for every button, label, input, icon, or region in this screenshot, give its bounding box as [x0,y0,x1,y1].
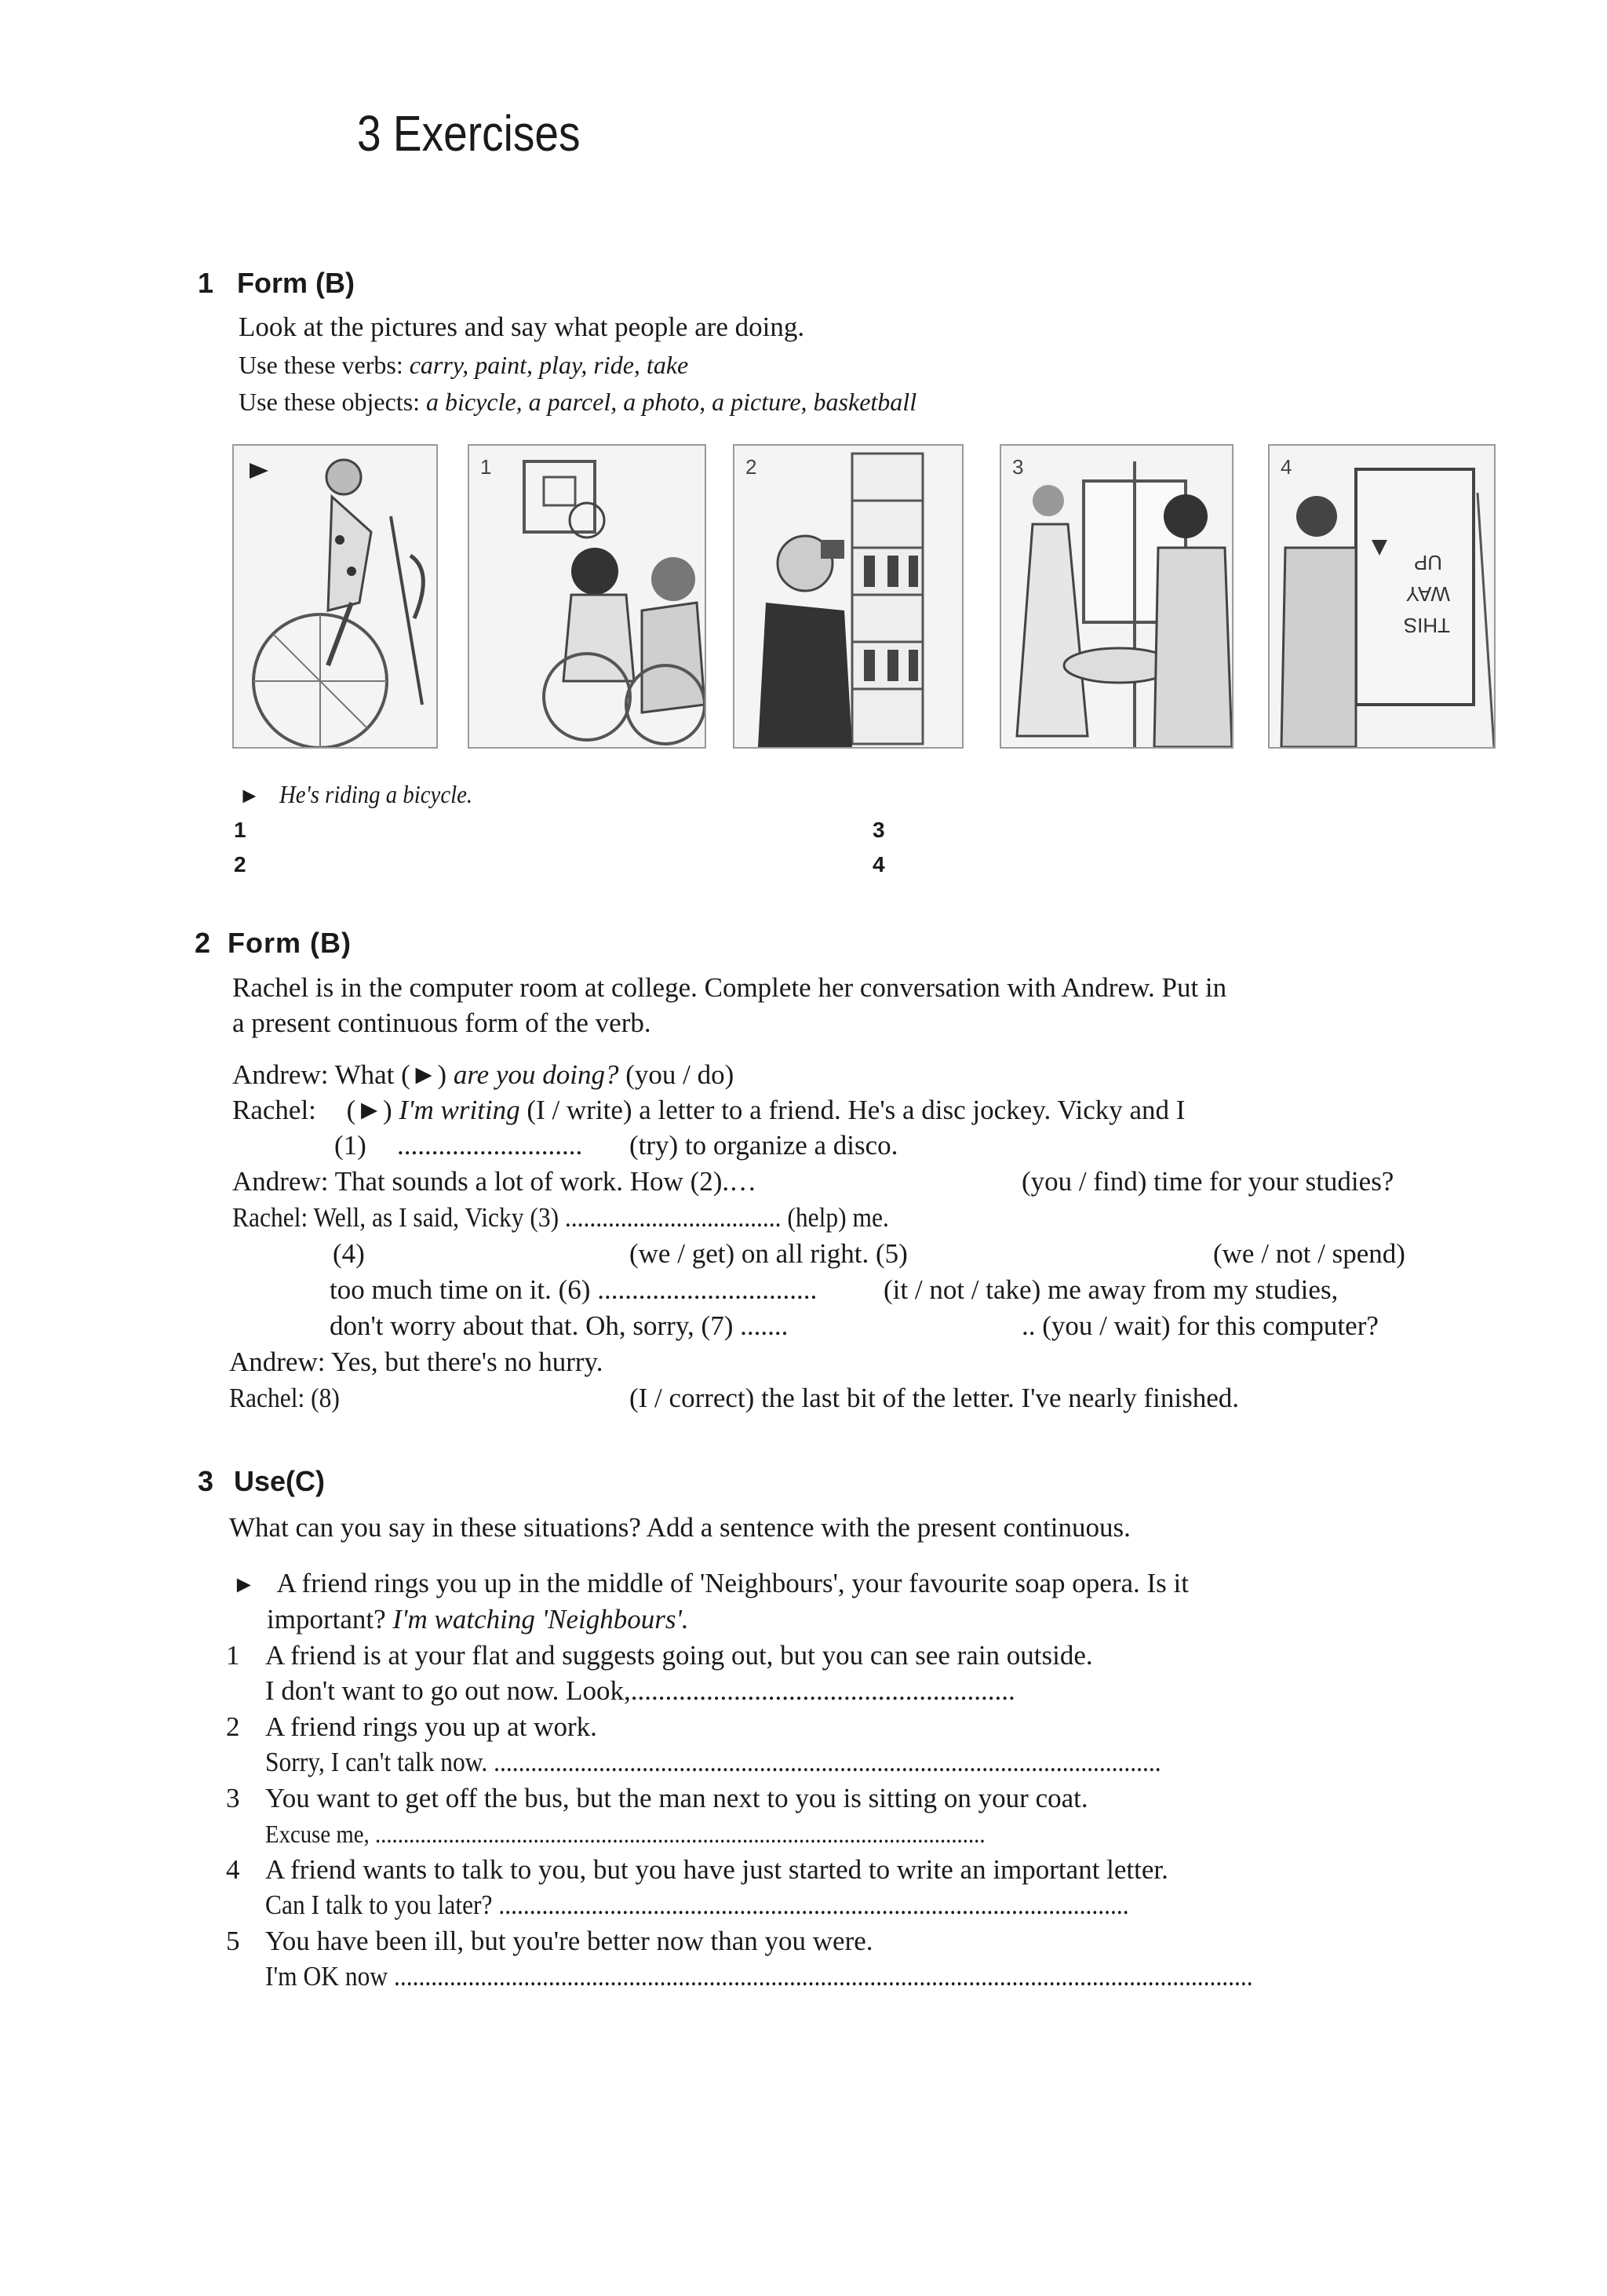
exercise-1-number: 1 [198,267,214,299]
item-5-number: 5 [226,1926,240,1956]
example-situation: important? [267,1604,393,1635]
dialogue-blank-4-label: (4) [333,1238,365,1269]
item-3-situation: You want to get off the bus, but the man next to you is sitting on your coat. [265,1783,1088,1813]
item-4-answer-line[interactable] [265,1888,1225,1922]
answer-text: Sorry, I can't talk now. ............................................................................................................ [265,1747,1161,1777]
example-arrow-icon: ► [232,1572,256,1598]
svg-text:1: 1 [480,455,492,479]
item-2-answer-line[interactable] [265,1745,1261,1780]
dialogue-text: What (►) [334,1059,454,1090]
verb-prompt-7: .. (you / wait) for this computer? [1022,1310,1379,1341]
dialogue-text: (►) [346,1095,399,1125]
picture-1-basketball [468,444,706,749]
svg-text:3: 3 [1012,455,1024,479]
picture-2-photo [733,444,964,749]
exercise-3-heading: Use(C) [234,1465,326,1497]
item-1-number: 1 [226,1640,240,1671]
verb-prompt-6: (it / not / take) me away from my studies, [884,1274,1339,1305]
item-5-answer-line[interactable] [265,1959,1363,1994]
dialogue-text: (I / write) a letter to a friend. He's a disc jockey. Vicky and I [519,1095,1186,1125]
answer-number-3: 3 [873,818,885,842]
answer-text: Excuse me, ............................................................................................................ [265,1820,986,1848]
exercise-1-instruction: Look at the pictures and say what people are doing. [239,312,805,342]
verb-prompt-4: (we / get) on all right. (5) [629,1238,908,1269]
answer-text: Can I talk to you later? ...................................................................................................... [265,1890,1129,1920]
dialogue-line-4: Andrew: That sounds a lot of work. How (2).… [232,1166,757,1197]
exercise-1-heading: Form (B) [237,267,355,299]
item-2-number: 2 [226,1711,240,1742]
dialogue-line-9: Andrew: Yes, but there's no hurry. [229,1347,603,1377]
picture-3-painting [1000,444,1233,749]
verb-prompt-2: (you / find) time for your studies? [1022,1166,1394,1197]
exercise-2-number: 2 [195,927,211,959]
item-3-number: 3 [226,1783,240,1813]
answer-number-4: 4 [873,852,885,876]
exercise-3-example-line-1 [232,1566,1189,1602]
svg-text:THIS: THIS [1403,614,1450,637]
example-answer: I'm writing [399,1095,520,1125]
dialogue-text: Rachel: (8) [229,1383,340,1413]
dialogue-line-5 [232,1201,962,1235]
svg-text:UP: UP [1413,551,1442,574]
objects-label: Use these objects: [239,388,427,416]
item-4-situation: A friend wants to talk to you, but you have just started to write an important letter. [265,1854,1168,1885]
exercise-1-example [239,777,494,813]
answer-number-1: 1 [234,818,246,842]
example-answer: He's riding a bicycle. [279,780,472,808]
answer-text: I'm OK now ........................................................................................................................................... [265,1961,1253,1992]
verb-prompt: (you / do) [618,1059,734,1090]
svg-text:4: 4 [1281,455,1292,479]
verb-prompt-1: (try) to organize a disco. [629,1130,898,1161]
objects-list: a bicycle, a parcel, a photo, a picture, basketball [426,388,917,416]
exercise-2-intro-line-1: Rachel is in the computer room at college. Complete her conversation with Andrew. Put in [232,972,1227,1003]
speaker-andrew: Andrew: [232,1059,329,1090]
example-arrow-icon: ► [239,783,261,807]
dialogue-line-7: too much time on it. (6) ................................ [330,1274,818,1305]
item-4-number: 4 [226,1854,240,1885]
exercise-3-example-line-2 [267,1602,689,1637]
dialogue-line-10-label [229,1381,352,1416]
example-situation: A friend rings you up in the middle of 'Neighbours', your favourite soap opera. Is it [276,1568,1189,1598]
answer-number-2: 2 [234,852,246,876]
answer-blank-1[interactable]: ........................... [397,1130,583,1161]
item-1-situation: A friend is at your flat and suggests going out, but you can see rain outside. [265,1640,1093,1671]
speaker-rachel: Rachel: [232,1095,316,1125]
picture-example-bicycle [232,444,438,749]
picture-4-parcel [1268,444,1496,749]
dialogue-text: Rachel: Well, as I said, Vicky (3) ................................... (help) me. [232,1202,889,1233]
item-2-situation: A friend rings you up at work. [265,1711,597,1742]
exercise-2-intro-line-2: a present continuous form of the verb. [232,1008,651,1038]
example-answer: I'm watching 'Neighbours'. [392,1604,689,1635]
item-1-answer-line[interactable]: I don't want to go out now. Look,........................................................ [265,1675,1015,1706]
verb-prompt-8: (I / correct) the last bit of the letter. I've nearly finished. [629,1383,1239,1413]
dialogue-line-1 [232,1058,734,1092]
exercise-3-instruction: What can you say in these situations? Add a sentence with the present continuous. [229,1512,1131,1543]
svg-text:WAY: WAY [1405,582,1450,606]
verbs-list: carry, paint, play, ride, take [409,351,689,379]
page-title: 3 Exercises [357,105,581,162]
item-5-situation: You have been ill, but you're better now than you were. [265,1926,873,1956]
exercise-2-heading: Form (B) [228,927,352,959]
exercise-3-number: 3 [198,1465,214,1497]
dialogue-line-8: don't worry about that. Oh, sorry, (7) ....... [330,1310,789,1341]
exercise-1-objects [239,384,916,419]
example-answer: are you doing? [453,1059,619,1090]
verbs-label: Use these verbs: [239,351,410,379]
item-3-answer-line[interactable] [265,1817,1066,1851]
verb-prompt-5: (we / not / spend) [1213,1238,1405,1269]
exercise-1-verbs [239,348,688,382]
svg-text:2: 2 [745,455,757,479]
dialogue-line-2 [232,1093,1185,1128]
dialogue-blank-1-label: (1) [334,1130,366,1161]
